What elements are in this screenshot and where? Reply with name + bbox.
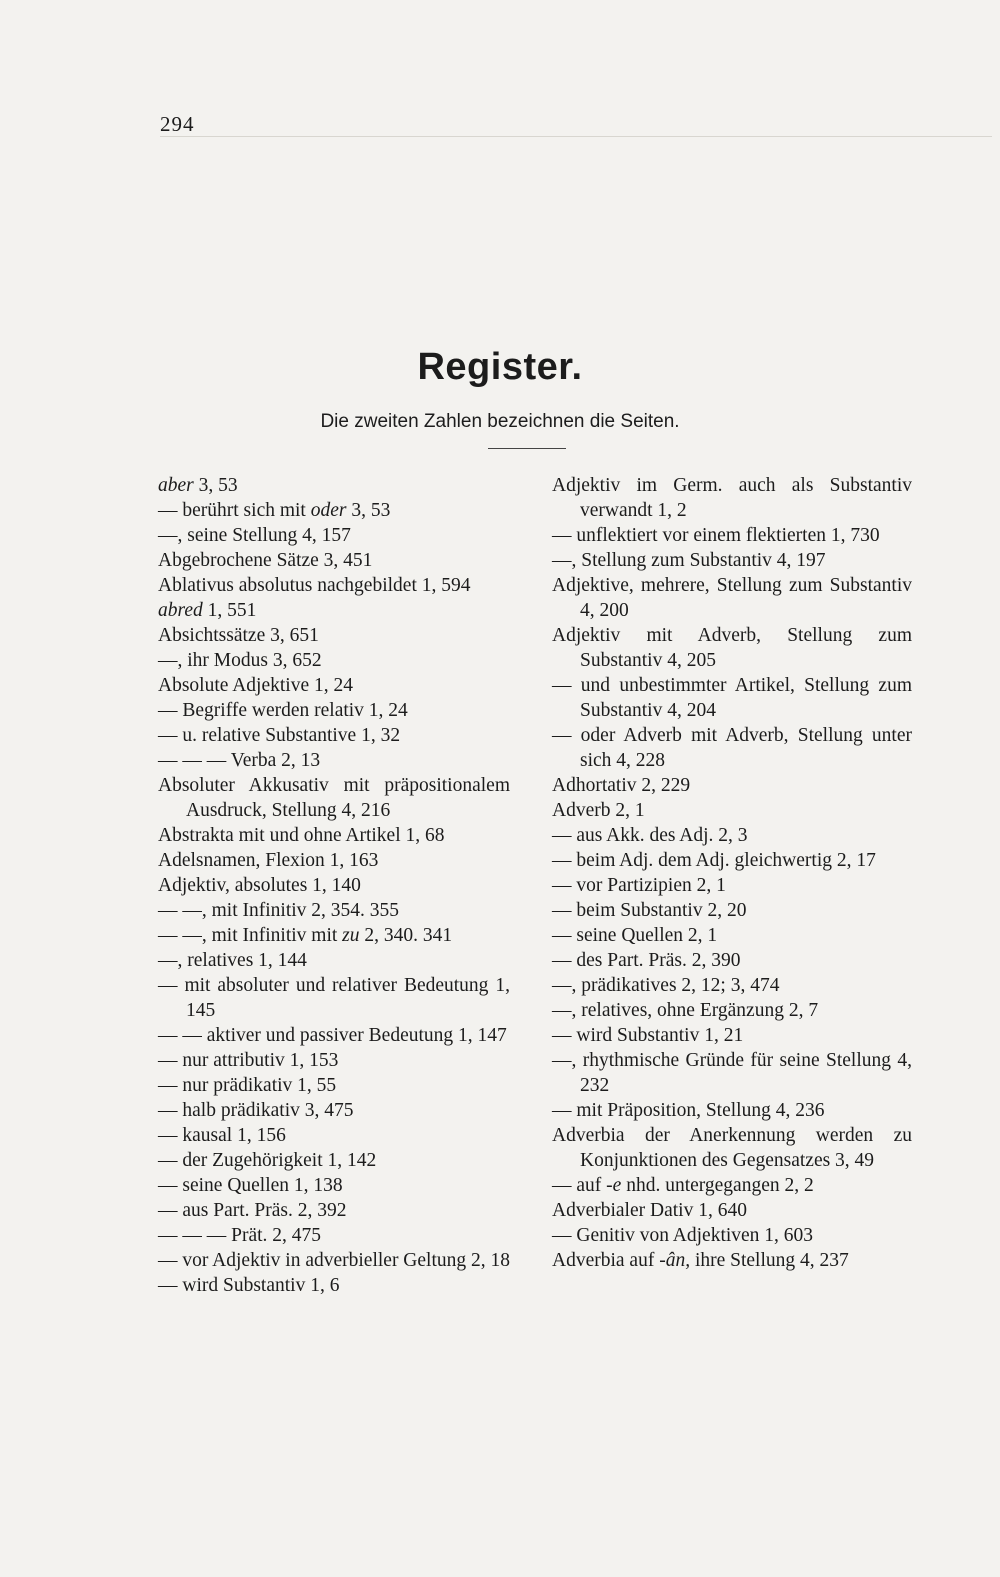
index-entry xyxy=(552,873,912,898)
index-column-right xyxy=(552,473,912,1273)
index-entry xyxy=(158,648,510,673)
index-entry-text: Adjektive, mehrere, Stellung zum Substantiv 4, 200 xyxy=(552,575,912,621)
index-entry-text: — auf xyxy=(552,1175,607,1196)
index-entry xyxy=(158,973,510,1023)
index-entry xyxy=(158,823,510,848)
index-entry xyxy=(158,573,510,598)
index-entry-text: — unflektiert vor einem flektierten 1, 730 xyxy=(552,525,880,546)
index-entry xyxy=(552,998,912,1023)
index-entry-text: 3, 53 xyxy=(193,475,238,496)
index-entry xyxy=(158,548,510,573)
index-entry xyxy=(158,1123,510,1148)
index-entry-text: Abgebrochene Sätze 3, 451 xyxy=(158,550,373,571)
index-entry-text: Adelsnamen, Flexion 1, 163 xyxy=(158,850,379,871)
index-entry xyxy=(158,623,510,648)
index-entry-text: Adverbialer Dativ 1, 640 xyxy=(552,1200,747,1221)
index-entry-text: Adjektiv im Germ. auch als Substantiv verwandt 1, 2 xyxy=(552,475,912,521)
index-entry-text: — der Zugehörigkeit 1, 142 xyxy=(158,1150,377,1171)
index-entry-text: — mit Präposition, Stellung 4, 236 xyxy=(552,1100,825,1121)
index-entry xyxy=(552,1098,912,1123)
index-entry xyxy=(158,773,510,823)
index-entry xyxy=(158,673,510,698)
index-entry-text: — wird Substantiv 1, 21 xyxy=(552,1025,744,1046)
index-entry xyxy=(552,523,912,548)
index-entry-text: — vor Adjektiv in adverbieller Geltung 2, 18 xyxy=(158,1250,511,1271)
index-entry xyxy=(158,748,510,773)
index-entry xyxy=(158,1073,510,1098)
index-entry-text: — seine Quellen 1, 138 xyxy=(158,1175,343,1196)
index-entry xyxy=(158,1248,510,1273)
index-entry-italic: -e xyxy=(606,1175,622,1196)
index-entry xyxy=(158,1048,510,1073)
index-entry-text: — nur attributiv 1, 153 xyxy=(158,1050,339,1071)
index-entry-italic: -ân, xyxy=(659,1250,691,1271)
index-entry-text: Abstrakta mit und ohne Artikel 1, 68 xyxy=(158,825,445,846)
page-number: 294 xyxy=(160,112,195,136)
index-entry xyxy=(552,823,912,848)
index-entry-text: —, prädikatives 2, 12; 3, 474 xyxy=(552,975,780,996)
index-entry xyxy=(552,948,912,973)
index-entry-text: ihre Stellung 4, 237 xyxy=(690,1250,849,1271)
index-entry xyxy=(158,723,510,748)
index-entry xyxy=(552,1123,912,1173)
index-entry xyxy=(158,473,510,498)
index-entry xyxy=(158,1198,510,1223)
index-entry-text: — kausal 1, 156 xyxy=(158,1125,286,1146)
index-entry-italic: oder xyxy=(310,500,347,521)
index-entry xyxy=(552,673,912,723)
index-entry xyxy=(158,1173,510,1198)
index-column-left xyxy=(158,473,510,1298)
index-entry xyxy=(552,848,912,873)
index-entry-text: — halb prädikativ 3, 475 xyxy=(158,1100,354,1121)
index-entry-text: 3, 53 xyxy=(346,500,391,521)
index-entry xyxy=(552,1248,912,1273)
index-entry-text: Adhortativ 2, 229 xyxy=(552,775,691,796)
index-entry-text: — Genitiv von Adjektiven 1, 603 xyxy=(552,1225,814,1246)
index-entry-text: nhd. untergegangen 2, 2 xyxy=(621,1175,814,1196)
index-entry xyxy=(552,1048,912,1098)
index-entry-text: — oder Adverb mit Adverb, Stellung unter sich 4, 228 xyxy=(552,725,912,771)
index-entry-italic: abred xyxy=(158,600,203,621)
index-entry xyxy=(158,698,510,723)
index-entry-text: Absichtssätze 3, 651 xyxy=(158,625,319,646)
index-entry-text: —, rhythmische Gründe für seine Stellung 4, 232 xyxy=(552,1050,912,1096)
index-entry xyxy=(158,848,510,873)
index-entry-text: Absolute Adjektive 1, 24 xyxy=(158,675,353,696)
index-entry xyxy=(158,948,510,973)
index-entry-text: — wird Substantiv 1, 6 xyxy=(158,1275,340,1296)
index-entry xyxy=(552,798,912,823)
index-entry-text: — aus Part. Präs. 2, 392 xyxy=(158,1200,347,1221)
index-entry xyxy=(552,1173,912,1198)
index-entry-text: Adjektiv, absolutes 1, 140 xyxy=(158,875,361,896)
index-entry-text: — vor Partizipien 2, 1 xyxy=(552,875,726,896)
index-entry-text: — aus Akk. des Adj. 2, 3 xyxy=(552,825,748,846)
index-entry xyxy=(552,923,912,948)
index-entry-text: —, relatives 1, 144 xyxy=(158,950,307,971)
index-entry xyxy=(552,1198,912,1223)
index-entry-text: Ablativus absolutus nachgebildet 1, 594 xyxy=(158,575,471,596)
index-entry-text: — beim Substantiv 2, 20 xyxy=(552,900,747,921)
index-entry-text: — u. relative Substantive 1, 32 xyxy=(158,725,401,746)
index-entry xyxy=(158,498,510,523)
index-entry-text: — beim Adj. dem Adj. gleichwertig 2, 17 xyxy=(552,850,876,871)
index-entry xyxy=(158,523,510,548)
register-subtitle: Die zweiten Zahlen bezeichnen die Seiten. xyxy=(320,411,680,432)
index-entry-text: — —, mit Infinitiv 2, 354. 355 xyxy=(158,900,400,921)
index-entry xyxy=(552,1223,912,1248)
index-entry xyxy=(158,1148,510,1173)
index-entry xyxy=(158,873,510,898)
index-entry-text: — Begriffe werden relativ 1, 24 xyxy=(158,700,408,721)
index-entry xyxy=(158,1023,510,1048)
index-entry-text: — berührt sich mit xyxy=(158,500,311,521)
index-entry xyxy=(158,598,510,623)
index-entry xyxy=(158,1098,510,1123)
index-entry-text: —, ihr Modus 3, 652 xyxy=(158,650,322,671)
index-entry-text: —, relatives, ohne Ergänzung 2, 7 xyxy=(552,1000,819,1021)
index-entry xyxy=(158,1273,510,1298)
index-entry-text: 2, 340. 341 xyxy=(359,925,453,946)
index-entry-text: — des Part. Präs. 2, 390 xyxy=(552,950,741,971)
index-entry-text: Adjektiv mit Adverb, Stellung zum Substantiv 4, 205 xyxy=(552,625,912,671)
index-entry xyxy=(552,473,912,523)
index-entry xyxy=(552,548,912,573)
index-entry-italic: aber xyxy=(158,475,194,496)
header-rule xyxy=(160,136,992,137)
index-entry xyxy=(552,573,912,623)
index-entry-text: Adverbia auf xyxy=(552,1250,660,1271)
index-entry-text: Adverbia der Anerkennung werden zu Konjunktionen des Gegensatzes 3, 49 xyxy=(552,1125,912,1171)
index-entry xyxy=(552,623,912,673)
index-entry-text: — und unbestimmter Artikel, Stellung zum Substantiv 4, 204 xyxy=(552,675,912,721)
index-entry-text: — — aktiver und passiver Bedeutung 1, 147 xyxy=(158,1025,507,1046)
index-entry xyxy=(158,1223,510,1248)
index-entry xyxy=(552,1023,912,1048)
index-entry-text: — seine Quellen 2, 1 xyxy=(552,925,718,946)
index-entry xyxy=(158,898,510,923)
index-entry xyxy=(552,773,912,798)
index-entry-text: — — — Verba 2, 13 xyxy=(158,750,321,771)
index-entry xyxy=(552,973,912,998)
index-entry xyxy=(158,923,510,948)
index-entry-text: Absoluter Akkusativ mit präpositionalem Ausdruck, Stellung 4, 216 xyxy=(158,775,510,821)
index-entry-italic: zu xyxy=(342,925,360,946)
index-entry-text: —, Stellung zum Substantiv 4, 197 xyxy=(552,550,826,571)
index-entry xyxy=(552,898,912,923)
index-entry-text: — nur prädikativ 1, 55 xyxy=(158,1075,337,1096)
index-entry-text: 1, 551 xyxy=(202,600,257,621)
register-title: Register. xyxy=(417,346,583,388)
index-entry-text: —, seine Stellung 4, 157 xyxy=(158,525,351,546)
index-entry-text: — mit absoluter und relativer Bedeutung 1, 145 xyxy=(158,975,510,1021)
index-entry xyxy=(552,723,912,773)
index-entry-text: — — — Prät. 2, 475 xyxy=(158,1225,322,1246)
index-entry-text: — —, mit Infinitiv mit xyxy=(158,925,343,946)
index-entry-text: Adverb 2, 1 xyxy=(552,800,645,821)
subtitle-rule xyxy=(488,448,566,449)
